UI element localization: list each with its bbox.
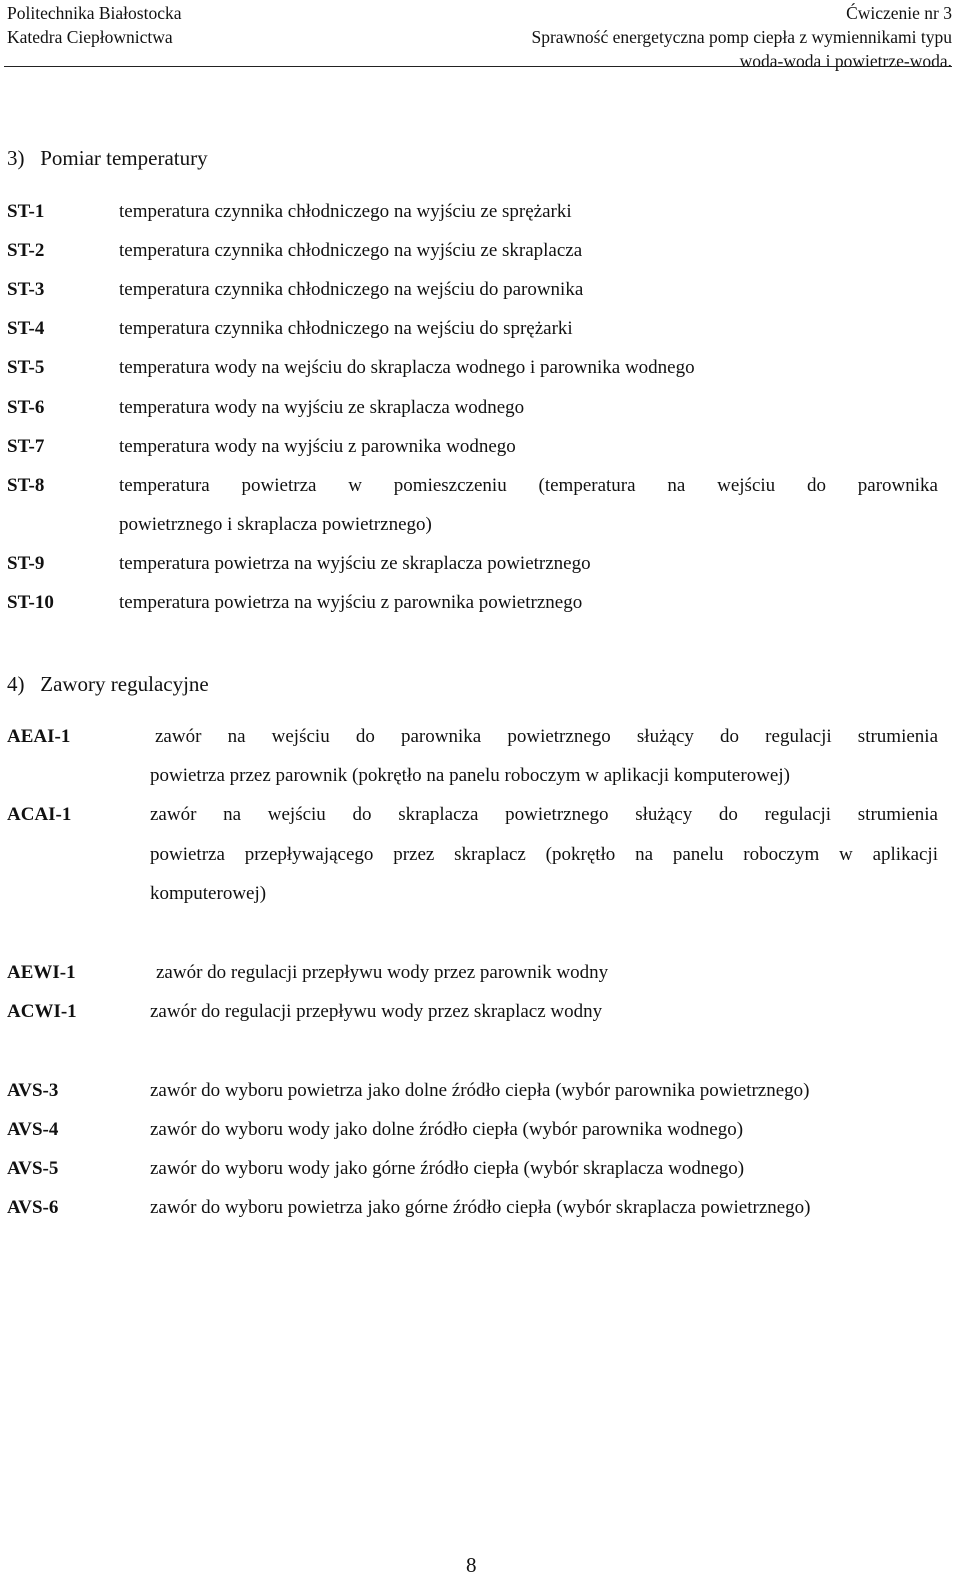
section-3-title: 3) Pomiar temperatury bbox=[7, 146, 208, 170]
sensor-desc-st10: temperatura powietrza na wyjściu z parownika powietrznego bbox=[119, 592, 583, 613]
valve-desc-aeai1-line1: zawór na wejściu do parownika powietrznego służący do regulacji strumienia bbox=[155, 726, 938, 747]
sensor-code-st9: ST-9 bbox=[7, 553, 45, 574]
valve-desc-avs6: zawór do wyboru powietrza jako górne źródło ciepła (wybór skraplacza powietrznego) bbox=[150, 1197, 811, 1218]
valve-code-acai1: ACAI-1 bbox=[7, 804, 72, 825]
valve-code-aewi1: AEWI-1 bbox=[7, 962, 76, 983]
valve-code-avs4: AVS-4 bbox=[7, 1119, 59, 1140]
sensor-desc-st5: temperatura wody na wejściu do skraplacza wodnego i parownika wodnego bbox=[119, 357, 695, 378]
valve-code-avs3: AVS-3 bbox=[7, 1080, 59, 1101]
sensor-code-st6: ST-6 bbox=[7, 397, 45, 418]
sensor-desc-st4: temperatura czynnika chłodniczego na wejściu do sprężarki bbox=[119, 318, 573, 339]
valve-code-acwi1: ACWI-1 bbox=[7, 1001, 77, 1022]
valve-desc-avs3: zawór do wyboru powietrza jako dolne źródło ciepła (wybór parownika powietrznego) bbox=[150, 1080, 810, 1101]
valve-desc-aewi1: zawór do regulacji przepływu wody przez parownik wodny bbox=[156, 962, 609, 983]
sensor-code-st2: ST-2 bbox=[7, 240, 45, 261]
header-divider bbox=[4, 66, 952, 67]
valve-code-aeai1: AEAI-1 bbox=[7, 726, 71, 747]
valve-code-avs6: AVS-6 bbox=[7, 1197, 59, 1218]
sensor-desc-st8-line1: temperatura powietrza w pomieszczeniu (temperatura na wejściu do parownika bbox=[119, 475, 938, 496]
sensor-desc-st6: temperatura wody na wyjściu ze skraplacza wodnego bbox=[119, 397, 525, 418]
valve-desc-acai1-line1: zawór na wejściu do skraplacza powietrznego służący do regulacji strumienia bbox=[150, 804, 938, 825]
valve-desc-acai1-line3: komputerowej) bbox=[150, 883, 267, 904]
sensor-code-st4: ST-4 bbox=[7, 318, 45, 339]
sensor-code-st8: ST-8 bbox=[7, 475, 45, 496]
sensor-code-st3: ST-3 bbox=[7, 279, 45, 300]
valve-desc-avs4: zawór do wyboru wody jako dolne źródło ciepła (wybór parownika wodnego) bbox=[150, 1119, 744, 1140]
sensor-desc-st8-line2: powietrznego i skraplacza powietrznego) bbox=[119, 514, 432, 535]
valve-desc-acai1-line2: powietrza przepływającego przez skraplacz (pokrętło na panelu roboczym w aplikacji bbox=[150, 844, 938, 865]
section-4-title: 4) Zawory regulacyjne bbox=[7, 672, 209, 696]
sensor-desc-st1: temperatura czynnika chłodniczego na wyjściu ze sprężarki bbox=[119, 201, 572, 222]
sensor-desc-st2: temperatura czynnika chłodniczego na wyjściu ze skraplacza bbox=[119, 240, 583, 261]
sensor-code-st5: ST-5 bbox=[7, 357, 45, 378]
header-exercise-title-line2: woda-woda i powietrze-woda. bbox=[739, 51, 952, 71]
valve-desc-avs5: zawór do wyboru wody jako górne źródło ciepła (wybór skraplacza wodnego) bbox=[150, 1158, 745, 1179]
sensor-desc-st9: temperatura powietrza na wyjściu ze skraplacza powietrznego bbox=[119, 553, 591, 574]
page-number: 8 bbox=[466, 1553, 477, 1577]
header-exercise-title-line1: Sprawność energetyczna pomp ciepła z wymiennikami typu bbox=[531, 27, 952, 47]
sensor-code-st10: ST-10 bbox=[7, 592, 54, 613]
sensor-code-st7: ST-7 bbox=[7, 436, 45, 457]
valve-desc-aeai1-line2: powietrza przez parownik (pokrętło na panelu roboczym w aplikacji komputerowej) bbox=[150, 765, 790, 786]
header-institution: Politechnika Białostocka bbox=[7, 3, 182, 23]
header-exercise-number: Ćwiczenie nr 3 bbox=[846, 3, 952, 23]
valve-desc-acwi1: zawór do regulacji przepływu wody przez skraplacz wodny bbox=[150, 1001, 603, 1022]
sensor-desc-st3: temperatura czynnika chłodniczego na wejściu do parownika bbox=[119, 279, 584, 300]
sensor-code-st1: ST-1 bbox=[7, 201, 45, 222]
header-department: Katedra Ciepłownictwa bbox=[7, 27, 173, 47]
valve-code-avs5: AVS-5 bbox=[7, 1158, 59, 1179]
sensor-desc-st7: temperatura wody na wyjściu z parownika wodnego bbox=[119, 436, 516, 457]
